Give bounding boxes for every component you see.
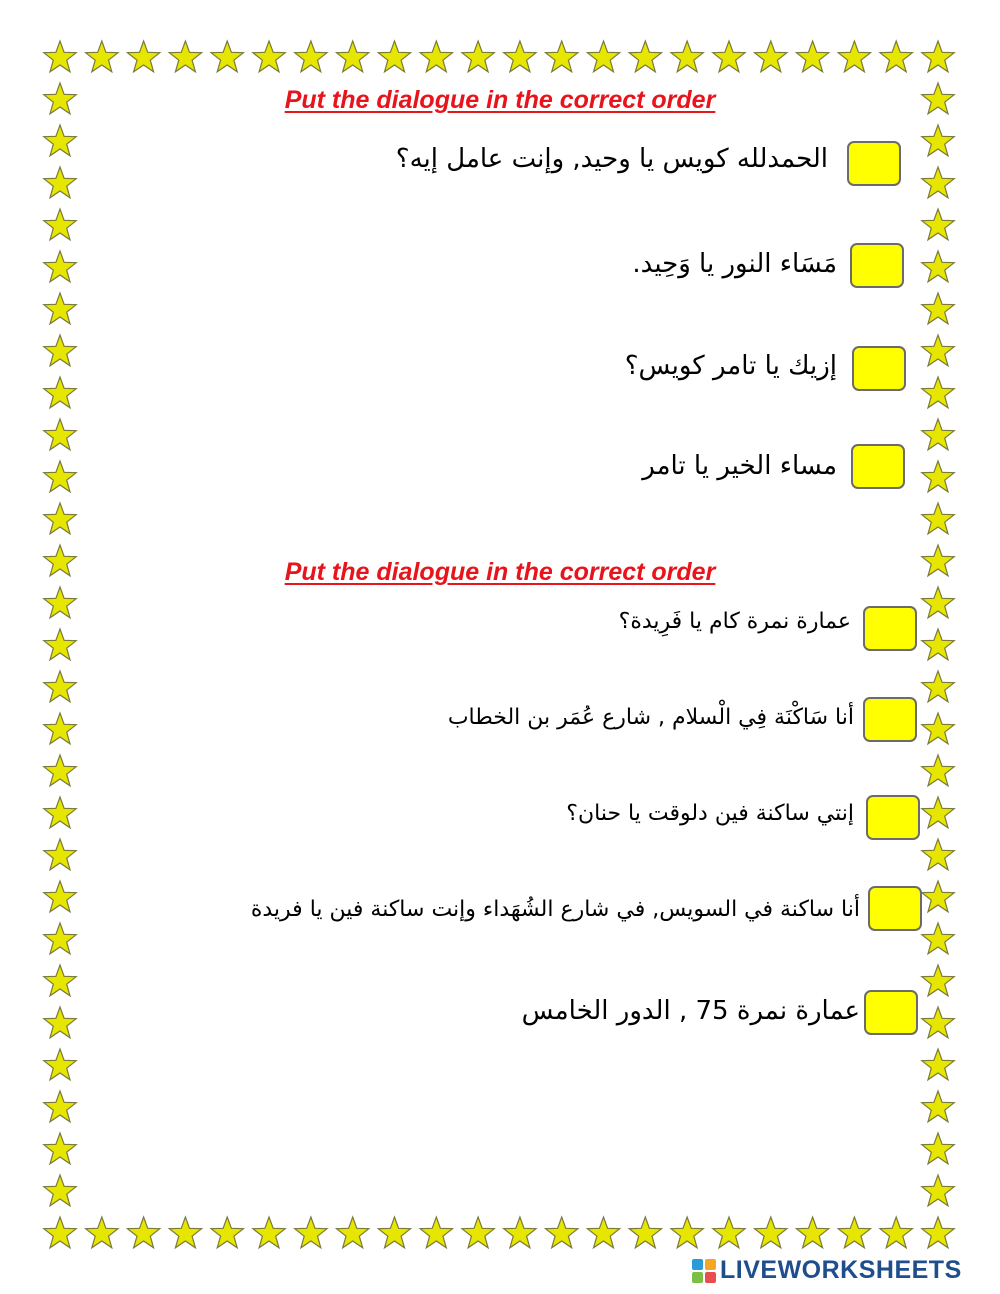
star-icon [44, 419, 76, 450]
star-icon [504, 1217, 536, 1248]
dialogue-line-2-4: أنا ساكنة في السويس, في شارع الشُهَداء وإنت ساكنة فين يا فريدة [250, 897, 860, 922]
order-box-2-2[interactable] [863, 697, 917, 742]
star-icon [420, 1217, 452, 1248]
star-icon [44, 1133, 76, 1164]
star-icon [922, 1091, 954, 1122]
star-icon [44, 1217, 76, 1248]
star-icon [44, 335, 76, 366]
star-icon [922, 503, 954, 534]
star-icon [378, 1217, 410, 1248]
star-icon [44, 1007, 76, 1038]
star-icon [44, 839, 76, 870]
dialogue-line-1-3: إزيك يا تامر كويس؟ [624, 351, 837, 381]
star-icon [211, 1217, 243, 1248]
star-icon [44, 167, 76, 198]
star-icon [44, 377, 76, 408]
star-icon [253, 41, 285, 72]
star-icon [420, 41, 452, 72]
liveworksheets-logo-icon [692, 1259, 716, 1283]
star-icon [169, 41, 201, 72]
star-icon [838, 1217, 870, 1248]
star-icon [86, 1217, 118, 1248]
star-icon [337, 1217, 369, 1248]
star-icon [44, 125, 76, 156]
star-icon [922, 293, 954, 324]
star-icon [922, 335, 954, 366]
star-icon [922, 1007, 954, 1038]
star-icon [128, 41, 160, 72]
star-icon [922, 587, 954, 618]
star-icon [922, 461, 954, 492]
star-icon [922, 755, 954, 786]
order-box-1-3[interactable] [852, 346, 906, 391]
star-icon [922, 923, 954, 954]
star-icon [44, 881, 76, 912]
star-icon [546, 41, 578, 72]
star-icon [44, 1175, 76, 1206]
dialogue-line-1-2: مَسَاء النور يا وَحِيد. [632, 249, 837, 279]
star-icon [587, 41, 619, 72]
order-box-2-5[interactable] [864, 990, 918, 1035]
dialogue-line-2-5: عمارة نمرة 75 , الدور الخامس [521, 996, 860, 1026]
star-icon [922, 629, 954, 660]
order-box-2-4[interactable] [868, 886, 922, 931]
order-box-2-1[interactable] [863, 606, 917, 651]
dialogue-line-2-2: أنا سَاكْنَة فِي الْسلام , شارع عُمَر بن الخطاب [447, 705, 854, 730]
star-icon [755, 1217, 787, 1248]
star-icon [629, 1217, 661, 1248]
liveworksheets-wordmark: LIVEWORKSHEETS [720, 1256, 962, 1284]
star-icon [44, 461, 76, 492]
star-icon [880, 1217, 912, 1248]
star-icon [922, 1217, 954, 1248]
dialogue-line-2-3: إنتي ساكنة فين دلوقت يا حنان؟ [566, 801, 854, 826]
star-icon [44, 671, 76, 702]
star-icon [44, 965, 76, 996]
star-icon [796, 41, 828, 72]
dialogue-line-1-1: الحمدلله كويس يا وحيد, وإنت عامل إيه؟ [395, 144, 828, 174]
star-icon [922, 1175, 954, 1206]
star-icon [755, 41, 787, 72]
star-icon [504, 41, 536, 72]
star-icon [587, 1217, 619, 1248]
star-icon [922, 209, 954, 240]
star-icon [922, 1133, 954, 1164]
order-box-2-3[interactable] [866, 795, 920, 840]
star-icon [922, 797, 954, 828]
star-icon [713, 41, 745, 72]
star-icon [671, 41, 703, 72]
star-icon [378, 41, 410, 72]
star-icon [295, 41, 327, 72]
star-icon [922, 167, 954, 198]
star-icon [169, 1217, 201, 1248]
star-icon [922, 713, 954, 744]
star-icon [44, 1049, 76, 1080]
order-box-1-4[interactable] [851, 444, 905, 489]
section-2-heading: Put the dialogue in the correct order [284, 558, 716, 586]
order-box-1-1[interactable] [847, 141, 901, 186]
star-icon [44, 503, 76, 534]
star-icon [922, 251, 954, 282]
star-icon [44, 209, 76, 240]
star-icon [337, 41, 369, 72]
star-icon [671, 1217, 703, 1248]
dialogue-line-1-4: مساء الخير يا تامر [642, 451, 837, 481]
star-icon [44, 251, 76, 282]
star-icon [44, 713, 76, 744]
order-box-1-2[interactable] [850, 243, 904, 288]
star-icon [922, 1049, 954, 1080]
star-icon [546, 1217, 578, 1248]
star-icon [44, 797, 76, 828]
liveworksheets-brand [692, 1256, 962, 1285]
star-icon [44, 587, 76, 618]
star-icon [462, 1217, 494, 1248]
star-icon [253, 1217, 285, 1248]
star-icon [211, 41, 243, 72]
star-icon [838, 41, 870, 72]
star-icon [922, 965, 954, 996]
star-icon [880, 41, 912, 72]
star-icon [128, 1217, 160, 1248]
star-icon [86, 41, 118, 72]
star-icon [796, 1217, 828, 1248]
star-icon [922, 377, 954, 408]
star-icon [713, 1217, 745, 1248]
star-icon [922, 839, 954, 870]
star-icon [44, 755, 76, 786]
dialogue-line-2-1: عمارة نمرة كام يا فَرِيدة؟ [618, 609, 851, 634]
section-1-heading: Put the dialogue in the correct order [284, 86, 716, 114]
star-icon [922, 41, 954, 72]
star-icon [44, 1091, 76, 1122]
star-icon [922, 419, 954, 450]
star-icon [44, 293, 76, 324]
star-icon [44, 41, 76, 72]
star-icon [922, 671, 954, 702]
star-icon [629, 41, 661, 72]
star-icon [462, 41, 494, 72]
star-icon [295, 1217, 327, 1248]
star-icon [44, 629, 76, 660]
star-icon [922, 125, 954, 156]
star-icon [922, 881, 954, 912]
star-icon [44, 923, 76, 954]
